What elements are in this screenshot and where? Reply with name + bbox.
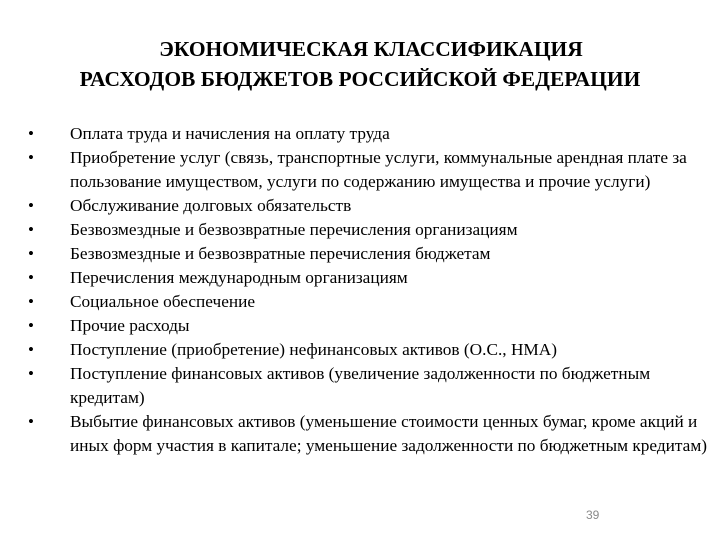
bullet-icon: • bbox=[28, 148, 34, 167]
list-item bbox=[28, 122, 708, 146]
bullet-icon: • bbox=[28, 268, 34, 287]
list-item-text: Обслуживание долговых обязательств bbox=[70, 196, 352, 215]
bullet-icon: • bbox=[28, 364, 34, 383]
bullet-icon: • bbox=[28, 292, 34, 311]
expense-classification-list bbox=[28, 122, 708, 458]
list-item-text: Поступление финансовых активов (увеличение задолженности по бюджетным кредитам) bbox=[70, 364, 651, 407]
bullet-icon: • bbox=[28, 340, 34, 359]
list-item-text: Приобретение услуг (связь, транспортные услуги, коммунальные арендная плате за пользование имуществом, услуги по содержанию имущества и прочие услуги) bbox=[70, 148, 687, 191]
list-item bbox=[28, 290, 708, 314]
list-item bbox=[28, 218, 708, 242]
bullet-icon: • bbox=[28, 244, 34, 263]
bullet-icon: • bbox=[28, 316, 34, 335]
list-item-text: Прочие расходы bbox=[70, 316, 190, 335]
list-item bbox=[28, 242, 708, 266]
list-item bbox=[28, 194, 708, 218]
bullet-icon: • bbox=[28, 412, 34, 431]
list-item-text: Безвозмездные и безвозвратные перечисления организациям bbox=[70, 220, 518, 239]
bullet-icon: • bbox=[28, 196, 34, 215]
list-item bbox=[28, 338, 708, 362]
list-item-text: Перечисления международным организациям bbox=[70, 268, 408, 287]
slide-title bbox=[0, 34, 720, 94]
list-item bbox=[28, 146, 708, 194]
bullet-icon: • bbox=[28, 124, 34, 143]
list-item-text: Выбытие финансовых активов (уменьшение стоимости ценных бумаг, кроме акций и иных форм участия в капитале; уменьшение задолженности по бюджетным кредитам) bbox=[70, 412, 708, 455]
slide-title-line-1: ЭКОНОМИЧЕСКАЯ КЛАССИФИКАЦИЯ bbox=[159, 37, 583, 61]
list-item-text: Оплата труда и начисления на оплату труда bbox=[70, 124, 390, 143]
list-item bbox=[28, 362, 708, 410]
slide-title-line-2: РАСХОДОВ БЮДЖЕТОВ РОССИЙСКОЙ ФЕДЕРАЦИИ bbox=[79, 67, 641, 91]
list-item-text: Безвозмездные и безвозвратные перечисления бюджетам bbox=[70, 244, 491, 263]
list-item bbox=[28, 266, 708, 290]
list-item bbox=[28, 314, 708, 338]
page-number: 39 bbox=[586, 508, 600, 522]
list-item-text: Социальное обеспечение bbox=[70, 292, 256, 311]
list-item bbox=[28, 410, 708, 458]
bullet-icon: • bbox=[28, 220, 34, 239]
list-item-text: Поступление (приобретение) нефинансовых активов (О.С., НМА) bbox=[70, 340, 558, 359]
